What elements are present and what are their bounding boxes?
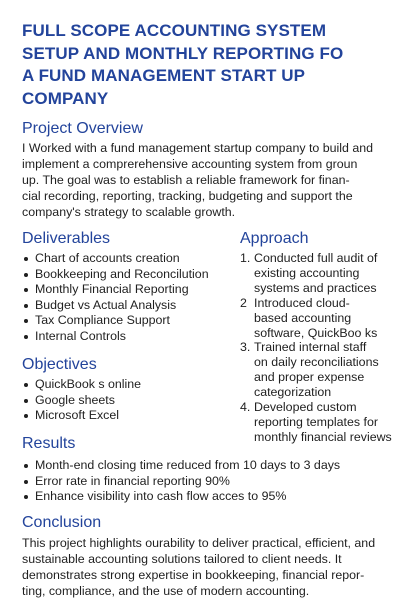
item-number: 2	[240, 295, 247, 310]
conclusion-line: This project highlights ourability to deliver practical, efficient, and	[22, 536, 376, 550]
overview-line: I Worked with a fund management startup company to build and	[22, 141, 374, 155]
item-line: and proper expense	[254, 370, 365, 385]
results-list	[22, 458, 340, 505]
item-line: systems and practices	[254, 280, 377, 295]
deliverables-heading: Deliverables	[22, 230, 111, 247]
list-item	[240, 340, 398, 400]
list-item: Google sheets	[22, 393, 141, 409]
approach-list	[240, 251, 398, 445]
item-line: Conducted full audit of	[254, 251, 378, 265]
list-item	[240, 251, 398, 296]
title-line: A FUND MANAGEMENT START UP	[22, 66, 306, 85]
list-item: Budget vs Actual Analysis	[22, 298, 209, 314]
item-line: Trained internal staff	[254, 340, 367, 355]
overview-line: cial recording, reporting, tracking, budgeting and support the	[22, 189, 353, 203]
item-line: Developed custom	[254, 400, 357, 415]
list-item: Enhance visibility into cash flow acces to 95%	[22, 489, 340, 505]
results-heading: Results	[22, 435, 76, 452]
title-line: FULL SCOPE ACCOUNTING SYSTEM	[22, 21, 327, 40]
item-line: on daily reconciliations	[254, 355, 379, 370]
list-item: Error rate in financial reporting 90%	[22, 474, 340, 490]
item-line: based accounting	[254, 310, 352, 325]
item-line: existing accounting	[254, 265, 360, 280]
item-line: monthly financial reviews	[254, 429, 392, 444]
list-item: Microsoft Excel	[22, 408, 141, 424]
item-line: Introduced cloud-	[254, 295, 350, 310]
approach-heading: Approach	[240, 230, 309, 247]
conclusion-line: ting, compliance, and the use of modern accounting.	[22, 584, 310, 598]
list-item: Internal Controls	[22, 329, 209, 345]
item-line: categorization	[254, 385, 332, 400]
overview-paragraph	[22, 140, 394, 220]
list-item: Bookkeeping and Reconcilution	[22, 267, 209, 283]
conclusion-line: demonstrates strong expertise in bookkeeping, financial repor-	[22, 568, 365, 582]
list-item: QuickBook s online	[22, 377, 141, 393]
list-item: Chart of accounts creation	[22, 251, 209, 267]
list-item	[240, 400, 398, 445]
item-number: 3.	[240, 340, 251, 355]
list-item: Monthly Financial Reporting	[22, 282, 209, 298]
overview-heading: Project Overview	[22, 120, 143, 137]
title-line: COMPANY	[22, 88, 109, 108]
overview-line: implement a comprerehensive accounting system from groun	[22, 157, 358, 171]
overview-line: company's strategy to scalable growth.	[22, 205, 236, 219]
deliverables-list	[22, 251, 209, 344]
item-line: software, QuickBoo ks	[254, 325, 378, 340]
document-title	[22, 20, 394, 110]
item-number: 4.	[240, 400, 251, 415]
conclusion-heading: Conclusion	[22, 514, 102, 531]
title-line: SETUP AND MONTHLY REPORTING FO	[22, 43, 344, 63]
list-item	[240, 296, 398, 341]
list-item: Month-end closing time reduced from 10 days to 3 days	[22, 458, 340, 474]
conclusion-paragraph	[22, 535, 394, 599]
overview-line: up. The goal was to establish a reliable framework for finan-	[22, 173, 350, 187]
item-number: 1.	[240, 251, 251, 265]
list-item: Tax Compliance Support	[22, 313, 209, 329]
objectives-heading: Objectives	[22, 356, 97, 373]
objectives-list	[22, 377, 141, 424]
item-line: reporting templates for	[254, 414, 378, 429]
conclusion-line: sustainable accounting solutions tailored to client needs. It	[22, 552, 342, 566]
